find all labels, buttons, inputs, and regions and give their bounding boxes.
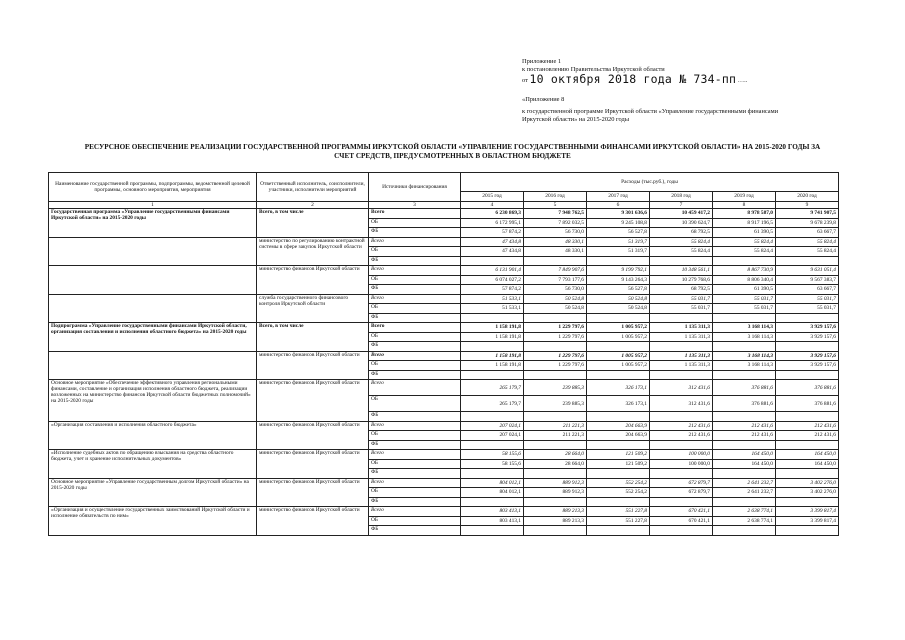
funding-source-cell: ОБ	[369, 396, 461, 412]
expense-value-cell: 55 824,4	[776, 237, 839, 247]
date-prefix: от	[522, 77, 528, 85]
expense-value-cell: 1 158 191,8	[461, 332, 524, 342]
program-name-cell: «Организация и осуществление государственных заимствований Иркутской области и исполнение обязательств по ним»	[49, 507, 257, 536]
table-row	[49, 478, 839, 488]
header-executor-cell: Ответственный исполнитель, соисполнители, участники, исполнители мероприятий	[257, 173, 369, 202]
expense-value-cell: 212 431,6	[713, 431, 776, 441]
expense-value-cell: 211 221,3	[524, 431, 587, 441]
expense-value-cell: 9 567 383,7	[776, 275, 839, 285]
expense-value-cell: 3 929 157,6	[776, 361, 839, 371]
expense-value-cell	[587, 497, 650, 507]
year-header-cell: 2016 год	[524, 192, 587, 202]
expense-value-cell: 6 172 995,1	[461, 218, 524, 228]
expense-value-cell: 207 024,1	[461, 431, 524, 441]
expense-value-cell: 3 402 276,0	[776, 478, 839, 488]
expense-value-cell	[650, 440, 713, 450]
expense-value-cell: 2 638 774,1	[713, 516, 776, 526]
expense-value-cell: 376 881,6	[776, 396, 839, 412]
expense-value-cell: 164 450,0	[713, 450, 776, 460]
expense-value-cell: 50 524,8	[587, 304, 650, 314]
expense-value-cell: 57 874,2	[461, 228, 524, 238]
program-name-cell: «Организация составления и исполнения областного бюджета»	[49, 421, 257, 450]
expense-value-cell: 8 978 587,0	[713, 209, 776, 219]
funding-source-cell: ФБ	[369, 440, 461, 450]
expense-value-cell: 61 390,5	[713, 285, 776, 295]
funding-source-cell: Всего	[369, 478, 461, 488]
expense-value-cell: 212 431,6	[650, 421, 713, 431]
expense-value-cell	[713, 469, 776, 479]
expense-value-cell: 50 524,8	[587, 294, 650, 304]
funding-source-cell: ФБ	[369, 469, 461, 479]
expense-value-cell: 47 434,8	[461, 247, 524, 257]
expense-value-cell: 1 005 957,2	[587, 351, 650, 361]
program-name-cell: Государственная программа «Управление государственными финансами Иркутской области» на 2015-2020 годы	[49, 209, 257, 238]
expense-value-cell: 889 912,3	[524, 478, 587, 488]
table-row	[49, 294, 839, 304]
expense-value-cell	[587, 370, 650, 380]
expense-value-cell: 265 179,7	[461, 396, 524, 412]
table-row	[49, 266, 839, 276]
executor-cell: Всего, в том числе	[257, 209, 369, 238]
expense-value-cell	[524, 440, 587, 450]
expense-value-cell: 8 806 340,4	[713, 275, 776, 285]
expense-value-cell: 68 792,5	[650, 228, 713, 238]
expense-value-cell: 239 885,3	[524, 396, 587, 412]
expense-value-cell: 56 527,8	[587, 228, 650, 238]
date-suffix: …..	[737, 77, 748, 85]
expense-value-cell: 55 031,7	[713, 304, 776, 314]
column-number-cell: 1	[49, 202, 257, 209]
expense-value-cell: 8 917 196,5	[713, 218, 776, 228]
expense-value-cell: 1 135 311,3	[650, 351, 713, 361]
expense-value-cell: 3 168 114,3	[713, 332, 776, 342]
expense-value-cell: 28 664,0	[524, 459, 587, 469]
expense-value-cell: 51 319,7	[587, 247, 650, 257]
expense-value-cell: 1 005 957,2	[587, 361, 650, 371]
expense-value-cell: 3 929 157,6	[776, 323, 839, 333]
expense-value-cell: 889 912,3	[524, 488, 587, 498]
column-number-cell: 8	[713, 202, 776, 209]
funding-source-cell: Всего	[369, 351, 461, 361]
column-number-cell: 3	[369, 202, 461, 209]
table-row	[49, 323, 839, 333]
expense-value-cell: 376 881,6	[713, 380, 776, 396]
funding-source-cell: ОБ	[369, 431, 461, 441]
expense-value-cell: 7 849 907,6	[524, 266, 587, 276]
expense-value-cell: 212 431,6	[713, 421, 776, 431]
funding-source-cell: ОБ	[369, 488, 461, 498]
expense-value-cell	[461, 256, 524, 266]
expense-value-cell: 804 012,1	[461, 488, 524, 498]
expense-value-cell: 6 074 027,2	[461, 275, 524, 285]
expense-value-cell: 670 421,1	[650, 516, 713, 526]
expense-value-cell: 10 348 561,1	[650, 266, 713, 276]
expense-value-cell: 803 413,1	[461, 516, 524, 526]
expense-value-cell	[776, 256, 839, 266]
expense-value-cell	[461, 469, 524, 479]
expense-value-cell	[776, 497, 839, 507]
funding-source-cell: Всего	[369, 237, 461, 247]
expense-value-cell	[650, 412, 713, 422]
header-name-cell: Наименование государственной программы, подпрограммы, ведомственной целевой программы, основного мероприятия, мероприятия	[49, 173, 257, 202]
expense-value-cell	[650, 256, 713, 266]
expense-value-cell: 51 533,1	[461, 294, 524, 304]
expense-value-cell	[650, 342, 713, 352]
expense-value-cell	[524, 370, 587, 380]
expense-value-cell: 61 390,5	[713, 228, 776, 238]
expense-value-cell: 55 031,7	[776, 294, 839, 304]
expense-value-cell: 9 143 264,3	[587, 275, 650, 285]
expense-value-cell	[587, 313, 650, 323]
executor-cell: министерство по регулированию контрактной системы в сфере закупок Иркутской области	[257, 237, 369, 266]
resource-table	[48, 172, 839, 536]
expense-value-cell: 672 879,7	[650, 488, 713, 498]
decree-reference: к постановлению Правительства Иркутской области	[522, 66, 665, 74]
executor-cell: Всего, в том числе	[257, 323, 369, 352]
expense-value-cell: 2 641 232,7	[713, 488, 776, 498]
funding-source-cell: ОБ	[369, 275, 461, 285]
expense-value-cell: 55 031,7	[650, 294, 713, 304]
expense-value-cell	[776, 412, 839, 422]
expense-value-cell: 6 230 869,3	[461, 209, 524, 219]
expense-value-cell: 265 179,7	[461, 380, 524, 396]
expense-value-cell: 9 301 636,6	[587, 209, 650, 219]
funding-source-cell: ОБ	[369, 304, 461, 314]
table-row	[49, 507, 839, 517]
expense-value-cell: 1 229 797,6	[524, 351, 587, 361]
funding-source-cell: ФБ	[369, 313, 461, 323]
expense-value-cell: 2 638 774,1	[713, 507, 776, 517]
expense-value-cell: 1 158 191,8	[461, 323, 524, 333]
expense-value-cell: 376 881,6	[713, 396, 776, 412]
funding-source-cell: ОБ	[369, 332, 461, 342]
appendix-header	[522, 58, 822, 124]
expense-value-cell: 889 213,3	[524, 507, 587, 517]
expense-value-cell: 100 000,0	[650, 450, 713, 460]
expense-value-cell: 9 741 907,5	[776, 209, 839, 219]
expense-value-cell: 804 012,1	[461, 478, 524, 488]
expense-value-cell	[587, 256, 650, 266]
expense-value-cell	[461, 342, 524, 352]
expense-value-cell: 50 524,8	[524, 294, 587, 304]
appendix-number: Приложение 1	[522, 58, 562, 65]
column-number-cell: 7	[650, 202, 713, 209]
column-number-cell: 6	[587, 202, 650, 209]
program-name-cell	[49, 266, 257, 295]
program-name-cell	[49, 294, 257, 323]
expense-value-cell	[776, 440, 839, 450]
expense-value-cell: 3 168 114,3	[713, 361, 776, 371]
expense-value-cell: 121 509,2	[587, 459, 650, 469]
program-name-cell: Подпрограмма «Управление государственными финансами Иркутской области, организация составления и исполнения областного бюджета» на 2015-2020 годы	[49, 323, 257, 352]
expense-value-cell	[713, 412, 776, 422]
funding-source-cell: Всего	[369, 323, 461, 333]
expense-value-cell: 55 031,7	[713, 294, 776, 304]
column-number-cell: 2	[257, 202, 369, 209]
expense-value-cell	[587, 342, 650, 352]
expense-value-cell: 7 892 032,5	[524, 218, 587, 228]
program-reference-line1: к государственной программе Иркутской области «Управление государственными финансами	[522, 107, 779, 115]
expense-value-cell: 51 319,7	[587, 237, 650, 247]
funding-source-cell: ФБ	[369, 497, 461, 507]
funding-source-cell: Всего	[369, 294, 461, 304]
expense-value-cell	[461, 412, 524, 422]
expense-value-cell: 48 330,1	[524, 237, 587, 247]
expense-value-cell	[461, 526, 524, 536]
expense-value-cell: 312 431,6	[650, 380, 713, 396]
expense-value-cell: 204 663,9	[587, 431, 650, 441]
expense-value-cell: 3 399 817,4	[776, 507, 839, 517]
column-number-cell: 9	[776, 202, 839, 209]
document-title-line1: РЕСУРСНОЕ ОБЕСПЕЧЕНИЕ РЕАЛИЗАЦИИ ГОСУДАРСТВЕННОЙ ПРОГРАММЫ ИРКУТСКОЙ ОБЛАСТИ «УПРАВЛЕНИЕ ГОСУДАРСТВЕННЫМИ ФИНАНСАМИ ИРКУТСКОЙ ОБЛАСТИ» НА 2015-2020 ГОДЫ ЗА	[84, 143, 821, 151]
expense-value-cell: 121 509,2	[587, 450, 650, 460]
expense-value-cell: 3 929 157,6	[776, 351, 839, 361]
expense-value-cell: 56 527,8	[587, 285, 650, 295]
expense-value-cell: 164 450,0	[713, 459, 776, 469]
expense-value-cell: 10 390 624,7	[650, 218, 713, 228]
expense-value-cell: 552 254,2	[587, 478, 650, 488]
expense-value-cell: 803 413,1	[461, 507, 524, 517]
expense-value-cell: 56 730,0	[524, 285, 587, 295]
expense-value-cell	[524, 497, 587, 507]
funding-source-cell: ФБ	[369, 228, 461, 238]
funding-source-cell: ФБ	[369, 256, 461, 266]
executor-cell: министерство финансов Иркутской области	[257, 507, 369, 536]
funding-source-cell: ФБ	[369, 526, 461, 536]
expense-value-cell	[587, 526, 650, 536]
table-row	[49, 209, 839, 219]
column-number-cell: 5	[524, 202, 587, 209]
executor-cell: министерство финансов Иркутской области	[257, 266, 369, 295]
funding-source-cell: ОБ	[369, 247, 461, 257]
table-row	[49, 237, 839, 247]
expense-value-cell	[713, 526, 776, 536]
year-header-cell: 2015 год	[461, 192, 524, 202]
funding-source-cell: ОБ	[369, 218, 461, 228]
expense-value-cell: 1 135 311,3	[650, 323, 713, 333]
program-name-cell: Основное мероприятие «Обеспечение эффективного управления региональными финансами, составление и организация исполнения областного бюджета, реализации возложенных на министерство финансов Иркутской области бюджетных полномочий» на 2015-2020 годы	[49, 380, 257, 422]
expense-value-cell: 100 000,0	[650, 459, 713, 469]
expense-value-cell: 889 213,3	[524, 516, 587, 526]
expense-value-cell	[587, 440, 650, 450]
executor-cell: служба государственного финансового контроля Иркутской области	[257, 294, 369, 323]
expense-value-cell	[587, 412, 650, 422]
header-source-cell: Источники финансирования	[369, 173, 461, 202]
expense-value-cell: 1 135 311,3	[650, 361, 713, 371]
expense-value-cell	[587, 469, 650, 479]
executor-cell: министерство финансов Иркутской области	[257, 450, 369, 479]
table-row	[49, 380, 839, 396]
expense-value-cell	[776, 313, 839, 323]
table-column-numbers-row	[49, 202, 839, 209]
expense-value-cell: 312 431,6	[650, 396, 713, 412]
expense-value-cell: 55 824,4	[713, 247, 776, 257]
expense-value-cell: 212 431,6	[776, 421, 839, 431]
program-name-cell: «Исполнение судебных актов по обращению взыскания на средства областного бюджета, учет и хранение исполнительных документов»	[49, 450, 257, 479]
expense-value-cell	[713, 313, 776, 323]
executor-cell: министерство финансов Иркутской области	[257, 351, 369, 380]
expense-value-cell	[461, 440, 524, 450]
expense-value-cell: 376 881,6	[776, 380, 839, 396]
expense-value-cell: 10 279 768,6	[650, 275, 713, 285]
expense-value-cell: 204 663,9	[587, 421, 650, 431]
expense-value-cell: 164 450,0	[776, 450, 839, 460]
expense-value-cell: 551 227,8	[587, 507, 650, 517]
funding-source-cell: ФБ	[369, 370, 461, 380]
expense-value-cell: 1 158 191,8	[461, 351, 524, 361]
document-title	[60, 143, 845, 161]
expense-value-cell	[650, 469, 713, 479]
expense-value-cell	[524, 412, 587, 422]
expense-value-cell: 212 431,6	[650, 431, 713, 441]
program-name-cell: Основное мероприятие «Управление государственным долгом Иркутской области» на 2015-2020 годы	[49, 478, 257, 507]
expense-value-cell: 55 031,7	[650, 304, 713, 314]
expense-value-cell: 326 173,1	[587, 380, 650, 396]
expense-value-cell	[713, 256, 776, 266]
program-name-cell	[49, 351, 257, 380]
expense-value-cell: 55 824,4	[713, 237, 776, 247]
expense-value-cell: 51 533,1	[461, 304, 524, 314]
expense-value-cell: 48 330,1	[524, 247, 587, 257]
handwritten-date: 10 октября 2018 года № 734-пп	[529, 72, 737, 87]
funding-source-cell: ФБ	[369, 412, 461, 422]
expense-value-cell: 1 005 957,2	[587, 323, 650, 333]
expense-value-cell: 672 879,7	[650, 478, 713, 488]
funding-source-cell: Всего	[369, 266, 461, 276]
expense-value-cell	[776, 370, 839, 380]
expense-value-cell	[461, 370, 524, 380]
document-title-line2: СЧЕТ СРЕДСТВ, ПРЕДУСМОТРЕННЫХ В ОБЛАСТНОМ БЮДЖЕТЕ	[334, 152, 571, 160]
expense-value-cell: 1 229 797,6	[524, 361, 587, 371]
expense-value-cell: 2 641 232,7	[713, 478, 776, 488]
expense-value-cell: 212 431,6	[776, 431, 839, 441]
expense-value-cell: 670 421,1	[650, 507, 713, 517]
program-reference-line2: Иркутской области» на 2015-2020 годы	[522, 116, 630, 124]
expense-value-cell: 55 031,7	[776, 304, 839, 314]
expense-value-cell: 58 155,6	[461, 450, 524, 460]
expense-value-cell	[713, 440, 776, 450]
expense-value-cell: 10 459 417,2	[650, 209, 713, 219]
expense-value-cell: 1 005 957,2	[587, 332, 650, 342]
decree-date-line	[522, 74, 822, 85]
expense-value-cell: 55 824,4	[776, 247, 839, 257]
expense-value-cell: 68 792,5	[650, 285, 713, 295]
expense-value-cell: 55 824,4	[650, 247, 713, 257]
expense-value-cell: 326 173,1	[587, 396, 650, 412]
funding-source-cell: Всего	[369, 380, 461, 396]
funding-source-cell: ФБ	[369, 285, 461, 295]
expense-value-cell: 164 450,0	[776, 459, 839, 469]
expense-value-cell: 1 229 797,6	[524, 323, 587, 333]
expense-value-cell: 1 229 797,6	[524, 332, 587, 342]
column-number-cell: 4	[461, 202, 524, 209]
expense-value-cell: 57 874,2	[461, 285, 524, 295]
table-header-row	[49, 173, 839, 192]
expense-value-cell: 58 155,6	[461, 459, 524, 469]
expense-value-cell: 9 631 051,4	[776, 266, 839, 276]
funding-source-cell: ОБ	[369, 516, 461, 526]
program-name-cell	[49, 237, 257, 266]
expense-value-cell	[524, 469, 587, 479]
expense-value-cell: 552 254,2	[587, 488, 650, 498]
expense-value-cell: 211 221,3	[524, 421, 587, 431]
funding-source-cell: Всего	[369, 421, 461, 431]
table-row	[49, 450, 839, 460]
year-header-cell: 2018 год	[650, 192, 713, 202]
expense-value-cell: 8 867 730,9	[713, 266, 776, 276]
expense-value-cell: 1 135 311,3	[650, 332, 713, 342]
funding-source-cell: ФБ	[369, 342, 461, 352]
table-row	[49, 421, 839, 431]
expense-value-cell	[650, 497, 713, 507]
expense-value-cell: 551 227,8	[587, 516, 650, 526]
expense-value-cell: 9 678 239,8	[776, 218, 839, 228]
expense-value-cell	[461, 313, 524, 323]
expense-value-cell	[524, 256, 587, 266]
expense-value-cell: 56 730,0	[524, 228, 587, 238]
expense-value-cell: 7 793 177,6	[524, 275, 587, 285]
expense-value-cell: 3 168 114,3	[713, 351, 776, 361]
expense-value-cell	[776, 342, 839, 352]
expense-value-cell: 28 664,0	[524, 450, 587, 460]
funding-source-cell: ОБ	[369, 361, 461, 371]
expense-value-cell: 50 524,8	[524, 304, 587, 314]
expense-value-cell	[776, 469, 839, 479]
expense-value-cell	[713, 497, 776, 507]
expense-value-cell	[650, 526, 713, 536]
expense-value-cell: 47 434,8	[461, 237, 524, 247]
expense-value-cell	[713, 370, 776, 380]
expense-value-cell: 6 131 901,4	[461, 266, 524, 276]
year-header-cell: 2019 год	[713, 192, 776, 202]
expense-value-cell	[524, 342, 587, 352]
expense-value-cell: 3 929 157,6	[776, 332, 839, 342]
executor-cell: министерство финансов Иркутской области	[257, 478, 369, 507]
expense-value-cell	[524, 313, 587, 323]
expense-value-cell	[524, 526, 587, 536]
funding-source-cell: ОБ	[369, 459, 461, 469]
expense-value-cell: 3 168 114,3	[713, 323, 776, 333]
expense-value-cell	[713, 342, 776, 352]
funding-source-cell: Всего	[369, 450, 461, 460]
table-row	[49, 351, 839, 361]
expense-value-cell	[776, 526, 839, 536]
expense-value-cell	[650, 370, 713, 380]
expense-value-cell: 3 399 817,4	[776, 516, 839, 526]
expense-value-cell	[461, 497, 524, 507]
funding-source-cell: Всего	[369, 209, 461, 219]
expense-value-cell: 9 199 792,1	[587, 266, 650, 276]
expense-value-cell: 63 667,7	[776, 285, 839, 295]
expense-value-cell: 1 158 191,8	[461, 361, 524, 371]
executor-cell: министерство финансов Иркутской области	[257, 421, 369, 450]
expense-value-cell: 3 402 276,0	[776, 488, 839, 498]
expense-value-cell: 55 824,4	[650, 237, 713, 247]
executor-cell: министерство финансов Иркутской области	[257, 380, 369, 422]
expense-value-cell: 207 024,1	[461, 421, 524, 431]
expense-value-cell: 9 245 108,8	[587, 218, 650, 228]
funding-source-cell: Всего	[369, 507, 461, 517]
expense-value-cell: 63 667,7	[776, 228, 839, 238]
expense-value-cell	[650, 313, 713, 323]
appendix-8-label: «Приложение 8	[522, 95, 565, 103]
expense-value-cell: 7 948 762,5	[524, 209, 587, 219]
year-header-cell: 2017 год	[587, 192, 650, 202]
header-expenses-cell: Расходы (тыс.руб.), годы	[461, 173, 839, 192]
year-header-cell: 2020 год	[776, 192, 839, 202]
expense-value-cell: 239 885,3	[524, 380, 587, 396]
